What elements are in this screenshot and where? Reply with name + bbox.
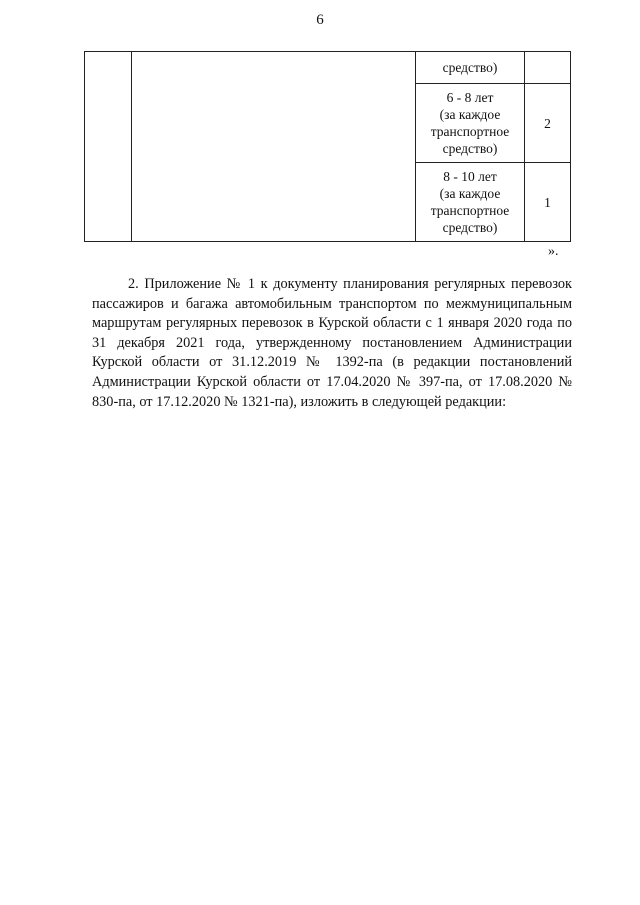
period-text: средство) [442,60,498,75]
closing-quote: ». [548,244,559,259]
points-text: 2 [544,115,551,131]
period-cell [416,163,525,242]
period-text: 8 - 10 лет (за каждое транспортное средство) [430,169,510,235]
period-cell [416,84,525,163]
criteria-table [84,51,571,242]
points-cell [525,84,571,163]
number-cell [85,52,132,242]
points-text: 1 [544,194,551,210]
amendment-paragraph: 2. Приложение № 1 к документу планирования регулярных перевозок пассажиров и багажа автомобильным транспортом по межмуниципальным маршрутам регулярных перевозок в Курской области с 1 января 2020 года по 31 декабря 2021 года, утвержденному постановлением Администрации Курской области от 31.12.2019 № 1392-па (в редакции постановлений Администрации Курской области от 17.04.2020 № 397-па, от 17.08.2020 № 830-па, от 17.12.2020 № 1321-па), изложить в следующей редакции: [92,276,572,410]
points-cell [525,52,571,84]
criterion-cell [132,52,416,242]
period-text: 6 - 8 лет (за каждое транспортное средство) [430,90,510,156]
table-row [85,52,571,84]
points-cell [525,163,571,242]
period-cell [416,52,525,84]
page-number: 6 [316,12,324,28]
